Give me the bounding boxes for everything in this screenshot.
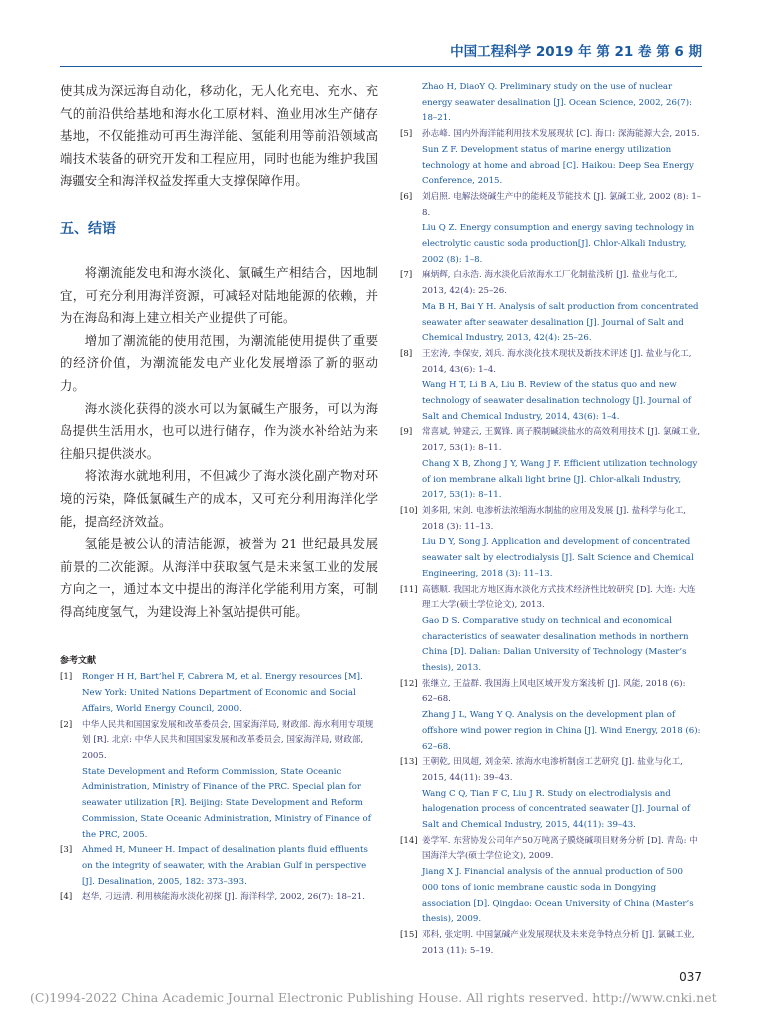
reference-text-cn: 高德顺. 我国北方地区海水淡化方式技术经济性比较研究 [D]. 大连: 大连理工大学(硕士学位论文), 2013. — [422, 584, 696, 611]
reference-item — [400, 127, 702, 190]
reference-item — [400, 80, 702, 127]
reference-text-cn: 邓科, 张定明. 中国氯碱产业发展现状及未来竞争特点分析 [J]. 氯碱工业, 2013 (11): 5–19. — [422, 929, 695, 956]
reference-number: [10] — [400, 505, 418, 516]
reference-text-cn: 王宏涛, 李保安, 刘兵. 海水淡化技术现状及新技术评述 [J]. 盐业与化工, 2014, 43(6): 1–4. — [422, 348, 692, 375]
reference-item — [400, 755, 702, 834]
reference-text-en: Jiang X J. Financial analysis of the annual production of 500 000 tons of ionic membrane caustic soda in Dongying association [D]. Qingdao: Ocean University of China (Master’s thesis), 2009. — [422, 867, 694, 925]
reference-item — [60, 843, 378, 890]
reference-number: [12] — [400, 678, 418, 689]
intro-paragraph: 使其成为深远海自动化，移动化，无人化充电、充水、充气的前沿供给基地和海水化工原材料、渔业用冰生产储存基地，不仅能推动可再生海洋能、氢能利用等前沿领域高端技术装备的研究开发和工程应用，同时也能为维护我国海疆安全和海洋权益发挥重大支撑保障作用。 — [60, 83, 378, 189]
reference-item — [400, 347, 702, 426]
journal-header: 中国工程科学 2019 年 第 21 卷 第 6 期 — [450, 44, 702, 60]
conclusion-paragraph-4: 将浓海水就地利用，不但减少了海水淡化副产物对环境的污染，降低氯碱生产的成本，又可充分利用海洋化学能，提高经济效益。 — [60, 468, 378, 529]
reference-item — [60, 718, 378, 844]
reference-number: [1] — [60, 672, 73, 683]
reference-item — [400, 504, 702, 583]
header-rule — [60, 66, 702, 67]
reference-number: [11] — [400, 584, 418, 595]
conclusion-paragraph-1: 将潮流能发电和海水淡化、氯碱生产相结合，因地制宜，可充分利用海洋资源，可减轻对陆地能源的依赖，并为在海岛和海上建立相关产业提供了可能。 — [60, 264, 378, 326]
reference-text-cn: 常喜斌, 钟建云, 王翼锋. 离子膜制碱淡盐水的高效利用技术 [J]. 氯碱工业, 2017, 53(1): 8–11. — [422, 427, 701, 454]
reference-number: [8] — [400, 348, 413, 359]
references-title: 参考文献 — [60, 656, 97, 667]
reference-number: [7] — [400, 270, 413, 281]
reference-item — [400, 190, 702, 269]
right-column — [400, 80, 702, 959]
reference-text-cn: 刘多阳, 宋剑. 电渗析法浓缩海水制盐的应用及发展 [J]. 盐科学与化工, 2018 (3): 11–13. — [422, 505, 687, 532]
conclusion-paragraph-3: 海水淡化获得的淡水可以为氯碱生产服务，可以为海岛提供生活用水，也可以进行储存，作为淡水补给站为来往船只提供淡水。 — [60, 400, 378, 461]
reference-number: [3] — [60, 845, 73, 856]
reference-number — [400, 80, 422, 127]
reference-number: [2] — [60, 719, 73, 730]
reference-item — [400, 928, 702, 959]
left-column — [60, 80, 378, 906]
reference-text-en: Chang X B, Zhong J Y, Wang J F. Efficient utilization technology of ion membrane alkali light brine [J]. Chlor-alkali Industry, 2017, 53(1): 8–11. — [422, 458, 698, 501]
reference-text-en: Wang H T, Li B A, Liu B. Review of the status quo and new technology of seawater desalination technology [J]. Journal of Salt and Chemical Industry, 2014, 43(6): 1–4. — [422, 380, 692, 422]
reference-text-en: Gao D S. Comparative study on technical and economical characteristics of seawater desalination methods in northern China [D]. Dalian: Dalian University of Technology (Master’s thesis), 2013. — [422, 615, 689, 674]
reference-item — [60, 670, 378, 717]
reference-item — [400, 834, 702, 928]
reference-number: [15] — [400, 929, 418, 940]
reference-text-en: Wang C Q, Tian F C, Liu J R. Study on electrodialysis and halogenation process of concentrated seawater [J]. Journal of Salt and Chemical Industry, 2015, 44(11): 39–43. — [422, 788, 691, 831]
reference-text-cn: 姜学军. 东营协发公司年产50万吨离子膜烧碱项目财务分析 [D]. 青岛: 中国海洋大学(硕士学位论文), 2009. — [422, 835, 698, 862]
reference-text-en: Sun Z F. Development status of marine energy utilization technology at home and abroad [C]. Haikou: Deep Sea Energy Conference, 2015. — [422, 144, 694, 187]
reference-number: [6] — [400, 191, 413, 202]
reference-text-en: State Development and Reform Commission, State Oceanic Administration, Ministry of Finance of the PRC. Special plan for seawater utilization [R]. Beijing: State Development and Reform Commission, State Oceanic Administration, Ministry of Finance of the PRC, 2005. — [82, 766, 371, 840]
reference-text-en: Ahmed H, Muneer H. Impact of desalination plants fluid effluents on the integrity of seawater, with the Arabian Gulf in perspective [J]. Desalination, 2005, 182: 373–393. — [82, 845, 368, 887]
reference-text-cn: 赵华, 刁远清. 利用核能海水淡化初探 [J]. 海洋科学, 2002, 26(7): 18–21. — [82, 892, 365, 903]
conclusion-paragraph-2: 增加了潮流能的使用范围，为潮流能使用提供了重要的经济价值，为潮流能发电产业化发展增添了新的驱动力。 — [60, 332, 378, 393]
reference-item — [400, 677, 702, 756]
reference-item — [400, 268, 702, 347]
reference-item — [400, 583, 702, 677]
reference-number: [14] — [400, 835, 418, 846]
reference-text-en: Ma B H, Bai Y H. Analysis of salt production from concentrated seawater after seawater desalination [J]. Journal of Salt and Chemical Industry, 2013, 42(4): 25–26. — [422, 301, 699, 344]
reference-number: [4] — [60, 892, 73, 903]
reference-text-en: Zhang J L, Wang Y Q. Analysis on the development plan of offshore wind power region in China [J]. Wind Energy, 2018 (6): 62–68. — [422, 710, 701, 752]
reference-text-en: Ronger H H, Bart’hel F, Cabrera M, et al. Energy resources [M]. New York: United Nations Department of Economic and Social Affairs, World Energy Council, 2000. — [82, 672, 363, 714]
reference-text-en: Zhao H, DiaoY Q. Preliminary study on the use of nuclear energy seawater desalination [J]. Ocean Science, 2002, 26(7): 18–21. — [422, 82, 693, 124]
reference-number: [13] — [400, 757, 418, 768]
reference-text-cn: 王朝乾, 田凤超, 刘金荣. 浓海水电渗析制卤工艺研究 [J]. 盐业与化工, 2015, 44(11): 39–43. — [422, 757, 683, 783]
page-number: 037 — [679, 970, 702, 984]
reference-number: [5] — [400, 129, 413, 140]
reference-number: [9] — [400, 427, 413, 438]
reference-text-cn: 张继立, 王益群. 我国海上风电区域开发方案浅析 [J]. 风能, 2018 (6): 62–68. — [422, 678, 686, 705]
reference-text-cn: 麻炳辉, 白永浩. 海水淡化后浓海水工厂化制盐浅析 [J]. 盐业与化工, 2013, 42(4): 25–26. — [422, 270, 678, 297]
conclusion-paragraph-5: 氢能是被公认的清洁能源，被誉为 21 世纪最具发展前景的二次能源。从海洋中获取氢气是未来氢工业的发展方向之一，通过本文中提出的海洋化学能利用方案，可制得高纯度氢气，为建设海上补氢站提供可能。 — [60, 536, 378, 619]
reference-text-cn: 中华人民共和国国家发展和改革委员会, 国家海洋局, 财政部. 海水利用专项规划 [R]. 北京: 中华人民共和国国家发展和改革委员会, 国家海洋局, 财政部, 2005. — [82, 719, 374, 761]
reference-text-cn: 孙志峰. 国内外海洋能利用技术发展现状 [C]. 海口: 深海能源大会, 2015. — [422, 129, 700, 140]
copyright-footer: (C)1994-2022 China Academic Journal Electronic Publishing House. All rights reserved. http://www.cnki.net — [30, 990, 717, 1005]
reference-text-cn: 刘启照. 电解法烧碱生产中的能耗及节能技术 [J]. 氯碱工业, 2002 (8): 1–8. — [422, 191, 702, 218]
section-title: 五、结语 — [60, 220, 116, 237]
reference-item — [60, 890, 378, 906]
reference-text-en: Liu D Y, Song J. Application and development of concentrated seawater salt by electrodialysis [J]. Salt Science and Chemical Engineering, 2018 (3): 11–13. — [422, 537, 694, 579]
reference-text-en: Liu Q Z. Energy consumption and energy saving technology in electrolytic caustic soda production[J]. Chlor-Alkali Industry, 2002 (8): 1–8. — [422, 223, 695, 265]
reference-item — [400, 425, 702, 504]
